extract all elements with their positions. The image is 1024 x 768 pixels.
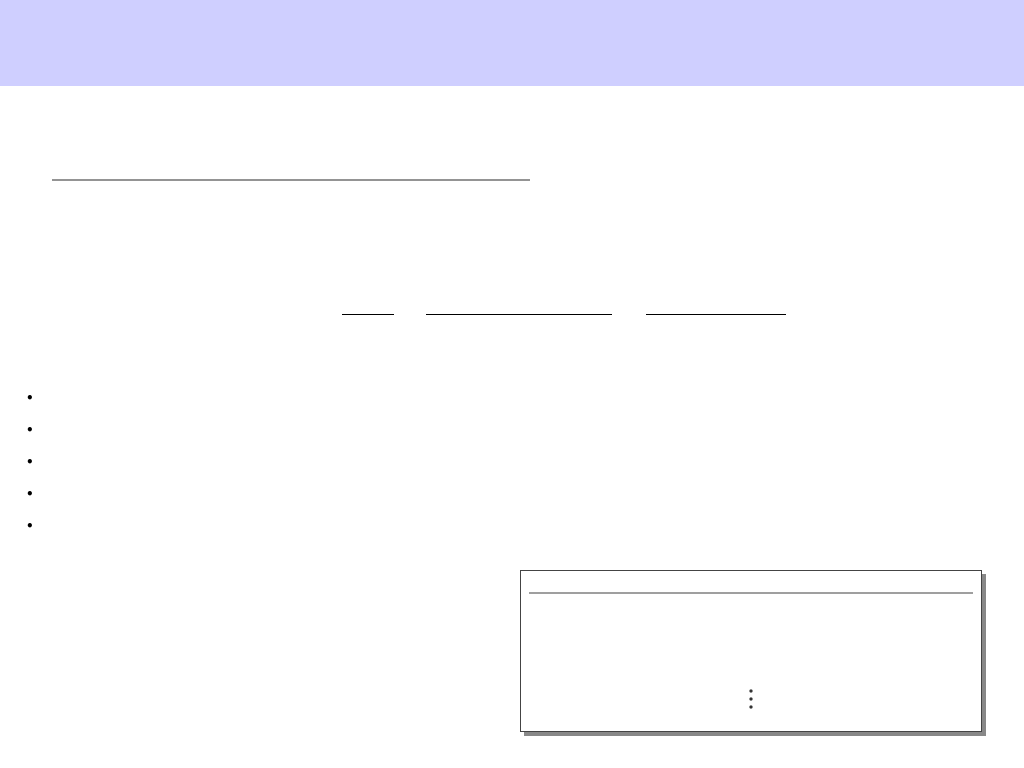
bullet-2 [26, 418, 40, 443]
bullet-dot: • [26, 391, 34, 405]
bullet-4 [26, 482, 40, 507]
momentum-eq-1 [580, 154, 594, 180]
bullet-dot: • [26, 519, 34, 533]
bullet-5 [26, 514, 40, 539]
formula-den3 [646, 320, 786, 346]
gluon-emission-diagram [40, 130, 540, 260]
lifetime-formula [278, 278, 798, 358]
momentum-eq-2 [578, 208, 594, 234]
formula-frac2-bar [426, 314, 612, 315]
alpha-line [206, 546, 214, 571]
bullet-1 [26, 386, 90, 411]
multi-gluon-diagram [520, 570, 982, 732]
formula-frac3-bar [646, 314, 786, 315]
bullet-3 [26, 450, 40, 475]
ellipsis-dots [749, 689, 752, 708]
bullet-dot: • [26, 455, 34, 469]
bullet-dot: • [26, 487, 34, 501]
bullet-dot: • [26, 423, 34, 437]
title-bar [0, 0, 1024, 86]
multi-gluon-svg [521, 571, 981, 731]
formula-frac1-bar [342, 314, 394, 315]
n-production-line [52, 578, 92, 603]
